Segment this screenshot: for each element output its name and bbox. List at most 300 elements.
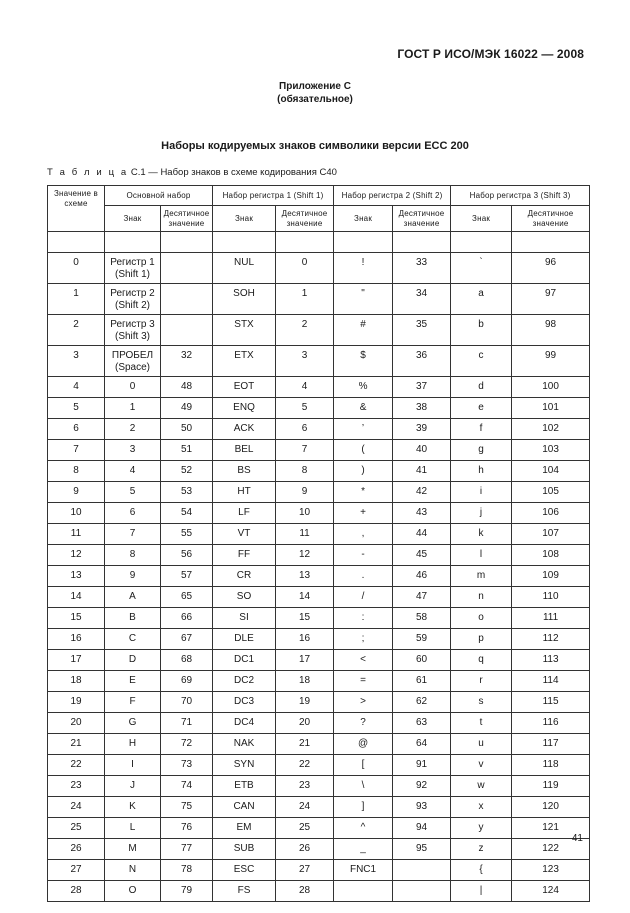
cell-shift2-char: - bbox=[334, 545, 393, 566]
cell-shift1-decimal: 19 bbox=[276, 692, 334, 713]
cell-shift2-decimal: 36 bbox=[393, 346, 451, 377]
cell-shift3-char: m bbox=[451, 566, 512, 587]
cell-basic-decimal: 67 bbox=[161, 629, 213, 650]
cell-shift1-char: NAK bbox=[213, 734, 276, 755]
cell-shift1-char: NUL bbox=[213, 253, 276, 284]
cell-shift2-char: / bbox=[334, 587, 393, 608]
cell-shift3-decimal: 121 bbox=[512, 818, 590, 839]
table-row bbox=[48, 315, 590, 346]
cell-basic-char: Регистр 3 (Shift 3) bbox=[105, 315, 161, 346]
cell-shift3-char: ` bbox=[451, 253, 512, 284]
cell-basic-decimal: 68 bbox=[161, 650, 213, 671]
subheader-char: Знак bbox=[334, 206, 393, 232]
table-row bbox=[48, 524, 590, 545]
cell-basic-char: B bbox=[105, 608, 161, 629]
cell-shift1-char: FS bbox=[213, 881, 276, 902]
cell-shift3-decimal: 96 bbox=[512, 253, 590, 284]
cell-shift2-char: ’ bbox=[334, 419, 393, 440]
cell-shift3-decimal: 103 bbox=[512, 440, 590, 461]
cell-shift3-decimal: 97 bbox=[512, 284, 590, 315]
cell-shift2-char: ] bbox=[334, 797, 393, 818]
cell-shift2-char: > bbox=[334, 692, 393, 713]
table-subheader-row bbox=[48, 206, 590, 232]
cell-value: 4 bbox=[48, 377, 105, 398]
cell-value: 9 bbox=[48, 482, 105, 503]
cell-value: 6 bbox=[48, 419, 105, 440]
cell-shift3-decimal: 104 bbox=[512, 461, 590, 482]
table-row bbox=[48, 839, 590, 860]
cell-shift1-decimal: 24 bbox=[276, 797, 334, 818]
cell-shift2-decimal: 42 bbox=[393, 482, 451, 503]
cell-shift2-decimal: 58 bbox=[393, 608, 451, 629]
cell-value: 15 bbox=[48, 608, 105, 629]
cell-shift3-decimal: 107 bbox=[512, 524, 590, 545]
cell-shift3-decimal: 99 bbox=[512, 346, 590, 377]
c40-charset-table bbox=[47, 185, 590, 902]
cell-basic-char: 4 bbox=[105, 461, 161, 482]
cell-shift1-char: ETX bbox=[213, 346, 276, 377]
cell-shift1-char: DC4 bbox=[213, 713, 276, 734]
cell-shift2-char: $ bbox=[334, 346, 393, 377]
cell-shift2-char: _ bbox=[334, 839, 393, 860]
cell-basic-decimal: 32 bbox=[161, 346, 213, 377]
cell-basic-char: 7 bbox=[105, 524, 161, 545]
subheader-decimal: Десятичное значение bbox=[276, 206, 334, 232]
cell-shift3-char: d bbox=[451, 377, 512, 398]
cell-basic-char: ПРОБЕЛ (Space) bbox=[105, 346, 161, 377]
cell-basic-decimal: 74 bbox=[161, 776, 213, 797]
cell-shift2-decimal: 38 bbox=[393, 398, 451, 419]
table-row bbox=[48, 346, 590, 377]
cell-basic-decimal: 72 bbox=[161, 734, 213, 755]
cell-shift2-decimal: 45 bbox=[393, 545, 451, 566]
cell-shift3-decimal: 117 bbox=[512, 734, 590, 755]
cell-shift2-decimal bbox=[393, 860, 451, 881]
cell-shift3-char: a bbox=[451, 284, 512, 315]
cell-shift2-decimal: 35 bbox=[393, 315, 451, 346]
cell-shift3-char: h bbox=[451, 461, 512, 482]
cell-shift2-decimal: 34 bbox=[393, 284, 451, 315]
cell-basic-char: D bbox=[105, 650, 161, 671]
cell-value: 13 bbox=[48, 566, 105, 587]
cell-basic-char: J bbox=[105, 776, 161, 797]
cell-basic-char: C bbox=[105, 629, 161, 650]
cell-shift1-char: LF bbox=[213, 503, 276, 524]
cell-basic-decimal: 65 bbox=[161, 587, 213, 608]
cell-value: 0 bbox=[48, 253, 105, 284]
cell-shift2-decimal: 95 bbox=[393, 839, 451, 860]
cell-shift3-decimal: 102 bbox=[512, 419, 590, 440]
cell-basic-decimal: 52 bbox=[161, 461, 213, 482]
cell-shift1-char: DC3 bbox=[213, 692, 276, 713]
cell-shift1-decimal: 14 bbox=[276, 587, 334, 608]
cell-basic-decimal: 66 bbox=[161, 608, 213, 629]
table-row bbox=[48, 671, 590, 692]
table-row bbox=[48, 545, 590, 566]
cell-basic-char: 9 bbox=[105, 566, 161, 587]
annex-title: Приложение С bbox=[279, 81, 351, 92]
subheader-char: Знак bbox=[105, 206, 161, 232]
cell-shift3-decimal: 110 bbox=[512, 587, 590, 608]
cell-basic-char: G bbox=[105, 713, 161, 734]
table-row bbox=[48, 650, 590, 671]
cell-basic-decimal: 73 bbox=[161, 755, 213, 776]
cell-shift2-decimal: 64 bbox=[393, 734, 451, 755]
cell-shift2-char: " bbox=[334, 284, 393, 315]
cell-basic-decimal: 48 bbox=[161, 377, 213, 398]
cell-shift1-decimal: 20 bbox=[276, 713, 334, 734]
cell-value: 18 bbox=[48, 671, 105, 692]
cell-basic-char: 1 bbox=[105, 398, 161, 419]
cell-shift2-decimal bbox=[393, 881, 451, 902]
cell-shift3-char: | bbox=[451, 881, 512, 902]
cell-shift3-char: w bbox=[451, 776, 512, 797]
cell-shift2-decimal: 46 bbox=[393, 566, 451, 587]
cell-basic-decimal: 79 bbox=[161, 881, 213, 902]
page-number: 41 bbox=[571, 833, 583, 844]
cell-basic-char: I bbox=[105, 755, 161, 776]
cell-shift1-char: SO bbox=[213, 587, 276, 608]
cell-shift3-decimal: 106 bbox=[512, 503, 590, 524]
cell-shift2-decimal: 33 bbox=[393, 253, 451, 284]
cell-value: 7 bbox=[48, 440, 105, 461]
cell-basic-decimal: 51 bbox=[161, 440, 213, 461]
table-header-row bbox=[48, 186, 590, 206]
cell-basic-char: Регистр 2 (Shift 2) bbox=[105, 284, 161, 315]
cell-shift1-char: ETB bbox=[213, 776, 276, 797]
subheader-char: Знак bbox=[451, 206, 512, 232]
cell-shift1-decimal: 17 bbox=[276, 650, 334, 671]
cell-shift3-char: o bbox=[451, 608, 512, 629]
cell-shift1-decimal: 11 bbox=[276, 524, 334, 545]
subheader-decimal: Десятичное значение bbox=[393, 206, 451, 232]
cell-shift3-decimal: 116 bbox=[512, 713, 590, 734]
cell-value: 19 bbox=[48, 692, 105, 713]
cell-value: 25 bbox=[48, 818, 105, 839]
cell-value: 3 bbox=[48, 346, 105, 377]
cell-shift1-char: DLE bbox=[213, 629, 276, 650]
cell-shift3-decimal: 111 bbox=[512, 608, 590, 629]
cell-shift3-decimal: 118 bbox=[512, 755, 590, 776]
cell-shift2-char: = bbox=[334, 671, 393, 692]
cell-shift2-char: . bbox=[334, 566, 393, 587]
cell-shift2-char: @ bbox=[334, 734, 393, 755]
table-row bbox=[48, 482, 590, 503]
cell-basic-char: A bbox=[105, 587, 161, 608]
cell-shift1-decimal: 1 bbox=[276, 284, 334, 315]
cell-shift2-char: ? bbox=[334, 713, 393, 734]
cell-shift1-char: CAN bbox=[213, 797, 276, 818]
cell-shift3-char: f bbox=[451, 419, 512, 440]
cell-shift2-char: , bbox=[334, 524, 393, 545]
cell-shift1-char: DC2 bbox=[213, 671, 276, 692]
cell-value: 5 bbox=[48, 398, 105, 419]
cell-shift1-decimal: 3 bbox=[276, 346, 334, 377]
cell-shift2-decimal: 37 bbox=[393, 377, 451, 398]
cell-shift2-decimal: 41 bbox=[393, 461, 451, 482]
subheader-decimal: Десятичное значение bbox=[512, 206, 590, 232]
cell-shift1-char: EOT bbox=[213, 377, 276, 398]
cell-shift1-decimal: 18 bbox=[276, 671, 334, 692]
cell-shift2-decimal: 39 bbox=[393, 419, 451, 440]
cell-shift1-decimal: 16 bbox=[276, 629, 334, 650]
table-row bbox=[48, 284, 590, 315]
cell-shift1-decimal: 27 bbox=[276, 860, 334, 881]
cell-shift1-decimal: 13 bbox=[276, 566, 334, 587]
cell-basic-char: E bbox=[105, 671, 161, 692]
cell-value: 24 bbox=[48, 797, 105, 818]
cell-value: 20 bbox=[48, 713, 105, 734]
cell-shift1-decimal: 28 bbox=[276, 881, 334, 902]
table-row bbox=[48, 692, 590, 713]
table-row bbox=[48, 734, 590, 755]
cell-shift2-char: & bbox=[334, 398, 393, 419]
table-row bbox=[48, 253, 590, 284]
cell-value: 23 bbox=[48, 776, 105, 797]
cell-shift1-decimal: 22 bbox=[276, 755, 334, 776]
cell-shift3-decimal: 101 bbox=[512, 398, 590, 419]
cell-value: 14 bbox=[48, 587, 105, 608]
cell-shift2-decimal: 60 bbox=[393, 650, 451, 671]
table-row bbox=[48, 461, 590, 482]
cell-basic-char: O bbox=[105, 881, 161, 902]
cell-basic-char: 2 bbox=[105, 419, 161, 440]
table-row bbox=[48, 629, 590, 650]
cell-shift2-char: * bbox=[334, 482, 393, 503]
cell-shift1-decimal: 10 bbox=[276, 503, 334, 524]
cell-basic-decimal: 71 bbox=[161, 713, 213, 734]
cell-shift2-char: ( bbox=[334, 440, 393, 461]
cell-shift1-decimal: 26 bbox=[276, 839, 334, 860]
cell-shift3-char: n bbox=[451, 587, 512, 608]
cell-value: 2 bbox=[48, 315, 105, 346]
cell-value: 21 bbox=[48, 734, 105, 755]
cell-value: 22 bbox=[48, 755, 105, 776]
cell-shift1-decimal: 6 bbox=[276, 419, 334, 440]
cell-shift3-char: x bbox=[451, 797, 512, 818]
table-body bbox=[48, 253, 590, 902]
table-row bbox=[48, 587, 590, 608]
standard-designation: ГОСТ Р ИСО/МЭК 16022 — 2008 bbox=[397, 47, 584, 61]
cell-basic-decimal: 57 bbox=[161, 566, 213, 587]
cell-value: 26 bbox=[48, 839, 105, 860]
cell-shift3-decimal: 108 bbox=[512, 545, 590, 566]
table-caption bbox=[47, 167, 337, 178]
cell-shift2-decimal: 59 bbox=[393, 629, 451, 650]
cell-shift2-char: [ bbox=[334, 755, 393, 776]
cell-shift2-char bbox=[334, 881, 393, 902]
cell-shift1-char: SI bbox=[213, 608, 276, 629]
cell-shift3-decimal: 123 bbox=[512, 860, 590, 881]
cell-value: 17 bbox=[48, 650, 105, 671]
cell-basic-char: L bbox=[105, 818, 161, 839]
cell-shift2-char: < bbox=[334, 650, 393, 671]
table-row bbox=[48, 398, 590, 419]
cell-shift2-char: ; bbox=[334, 629, 393, 650]
table-row bbox=[48, 608, 590, 629]
cell-shift3-char: k bbox=[451, 524, 512, 545]
col-group-basic: Основной набор bbox=[105, 186, 213, 206]
cell-shift3-decimal: 120 bbox=[512, 797, 590, 818]
table-row bbox=[48, 818, 590, 839]
col-group-shift2: Набор регистра 2 (Shift 2) bbox=[334, 186, 451, 206]
annex-heading bbox=[0, 80, 630, 106]
cell-basic-decimal: 76 bbox=[161, 818, 213, 839]
cell-basic-char: 0 bbox=[105, 377, 161, 398]
cell-shift2-char: FNC1 bbox=[334, 860, 393, 881]
cell-shift1-decimal: 21 bbox=[276, 734, 334, 755]
table-row bbox=[48, 881, 590, 902]
cell-shift1-char: DC1 bbox=[213, 650, 276, 671]
cell-shift1-char: EM bbox=[213, 818, 276, 839]
cell-shift1-char: VT bbox=[213, 524, 276, 545]
table-caption-text: С.1 — Набор знаков в схеме кодирования С40 bbox=[128, 167, 337, 178]
cell-shift1-decimal: 12 bbox=[276, 545, 334, 566]
cell-basic-char: F bbox=[105, 692, 161, 713]
cell-shift3-decimal: 114 bbox=[512, 671, 590, 692]
cell-shift1-decimal: 15 bbox=[276, 608, 334, 629]
cell-basic-char: K bbox=[105, 797, 161, 818]
cell-shift1-char: ESC bbox=[213, 860, 276, 881]
cell-shift2-decimal: 93 bbox=[393, 797, 451, 818]
cell-basic-decimal: 56 bbox=[161, 545, 213, 566]
cell-shift3-decimal: 122 bbox=[512, 839, 590, 860]
cell-shift1-char: ACK bbox=[213, 419, 276, 440]
cell-value: 1 bbox=[48, 284, 105, 315]
table-row bbox=[48, 440, 590, 461]
cell-value: 8 bbox=[48, 461, 105, 482]
cell-shift1-char: BS bbox=[213, 461, 276, 482]
col-group-shift1: Набор регистра 1 (Shift 1) bbox=[213, 186, 334, 206]
cell-shift1-char: FF bbox=[213, 545, 276, 566]
cell-shift1-char: SUB bbox=[213, 839, 276, 860]
table-row bbox=[48, 419, 590, 440]
cell-shift1-char: CR bbox=[213, 566, 276, 587]
cell-shift2-char: ) bbox=[334, 461, 393, 482]
table-caption-label: Т а б л и ц а bbox=[47, 167, 129, 178]
cell-shift2-char: : bbox=[334, 608, 393, 629]
cell-shift3-char: v bbox=[451, 755, 512, 776]
cell-shift3-char: { bbox=[451, 860, 512, 881]
cell-shift3-char: z bbox=[451, 839, 512, 860]
cell-basic-char: H bbox=[105, 734, 161, 755]
cell-shift1-decimal: 2 bbox=[276, 315, 334, 346]
cell-shift3-char: c bbox=[451, 346, 512, 377]
cell-basic-char: M bbox=[105, 839, 161, 860]
cell-shift3-char: y bbox=[451, 818, 512, 839]
subheader-decimal: Десятичное значение bbox=[161, 206, 213, 232]
cell-shift1-decimal: 25 bbox=[276, 818, 334, 839]
cell-shift3-char: e bbox=[451, 398, 512, 419]
cell-shift3-decimal: 113 bbox=[512, 650, 590, 671]
table-row bbox=[48, 377, 590, 398]
header-spacer-row bbox=[48, 232, 590, 253]
cell-basic-decimal: 54 bbox=[161, 503, 213, 524]
cell-shift3-decimal: 124 bbox=[512, 881, 590, 902]
cell-value: 10 bbox=[48, 503, 105, 524]
cell-shift2-decimal: 92 bbox=[393, 776, 451, 797]
cell-basic-char: 6 bbox=[105, 503, 161, 524]
cell-shift3-decimal: 115 bbox=[512, 692, 590, 713]
cell-shift2-char: # bbox=[334, 315, 393, 346]
cell-basic-decimal: 50 bbox=[161, 419, 213, 440]
cell-shift3-char: u bbox=[451, 734, 512, 755]
cell-shift1-decimal: 23 bbox=[276, 776, 334, 797]
cell-shift1-decimal: 4 bbox=[276, 377, 334, 398]
cell-basic-decimal: 49 bbox=[161, 398, 213, 419]
col-header-value: Значение в схеме bbox=[48, 186, 105, 232]
table-row bbox=[48, 755, 590, 776]
cell-basic-char: 3 bbox=[105, 440, 161, 461]
cell-shift1-decimal: 8 bbox=[276, 461, 334, 482]
subheader-char: Знак bbox=[213, 206, 276, 232]
table-row bbox=[48, 503, 590, 524]
cell-value: 27 bbox=[48, 860, 105, 881]
cell-shift2-char: ! bbox=[334, 253, 393, 284]
cell-shift2-char: + bbox=[334, 503, 393, 524]
cell-shift3-char: l bbox=[451, 545, 512, 566]
cell-shift2-char: % bbox=[334, 377, 393, 398]
cell-shift1-char: SYN bbox=[213, 755, 276, 776]
cell-shift3-char: b bbox=[451, 315, 512, 346]
cell-shift2-decimal: 44 bbox=[393, 524, 451, 545]
cell-shift2-decimal: 62 bbox=[393, 692, 451, 713]
cell-shift3-char: j bbox=[451, 503, 512, 524]
table-row bbox=[48, 860, 590, 881]
cell-shift1-decimal: 7 bbox=[276, 440, 334, 461]
cell-shift2-decimal: 61 bbox=[393, 671, 451, 692]
cell-basic-char: 5 bbox=[105, 482, 161, 503]
table-row bbox=[48, 566, 590, 587]
cell-shift3-decimal: 119 bbox=[512, 776, 590, 797]
section-title: Наборы кодируемых знаков символики версии ЕСС 200 bbox=[161, 140, 469, 152]
cell-basic-decimal: 53 bbox=[161, 482, 213, 503]
cell-basic-char: N bbox=[105, 860, 161, 881]
annex-status: (обязательное) bbox=[277, 94, 353, 105]
cell-basic-decimal bbox=[161, 315, 213, 346]
cell-basic-decimal bbox=[161, 253, 213, 284]
cell-shift3-char: t bbox=[451, 713, 512, 734]
cell-value: 11 bbox=[48, 524, 105, 545]
cell-shift1-char: BEL bbox=[213, 440, 276, 461]
cell-basic-decimal: 69 bbox=[161, 671, 213, 692]
cell-basic-decimal: 55 bbox=[161, 524, 213, 545]
cell-shift1-decimal: 5 bbox=[276, 398, 334, 419]
cell-shift3-char: r bbox=[451, 671, 512, 692]
cell-shift1-char: HT bbox=[213, 482, 276, 503]
cell-shift1-char: ENQ bbox=[213, 398, 276, 419]
cell-value: 12 bbox=[48, 545, 105, 566]
cell-value: 28 bbox=[48, 881, 105, 902]
cell-shift1-decimal: 9 bbox=[276, 482, 334, 503]
cell-shift3-decimal: 105 bbox=[512, 482, 590, 503]
cell-shift3-decimal: 109 bbox=[512, 566, 590, 587]
cell-basic-char: Регистр 1 (Shift 1) bbox=[105, 253, 161, 284]
cell-shift3-decimal: 112 bbox=[512, 629, 590, 650]
cell-shift3-decimal: 100 bbox=[512, 377, 590, 398]
cell-shift2-char: \ bbox=[334, 776, 393, 797]
cell-shift3-char: i bbox=[451, 482, 512, 503]
cell-basic-char: 8 bbox=[105, 545, 161, 566]
cell-shift2-decimal: 40 bbox=[393, 440, 451, 461]
cell-basic-decimal: 78 bbox=[161, 860, 213, 881]
table-row bbox=[48, 797, 590, 818]
table-row bbox=[48, 713, 590, 734]
cell-shift1-decimal: 0 bbox=[276, 253, 334, 284]
cell-shift2-decimal: 43 bbox=[393, 503, 451, 524]
cell-shift2-decimal: 91 bbox=[393, 755, 451, 776]
cell-shift1-char: SOH bbox=[213, 284, 276, 315]
